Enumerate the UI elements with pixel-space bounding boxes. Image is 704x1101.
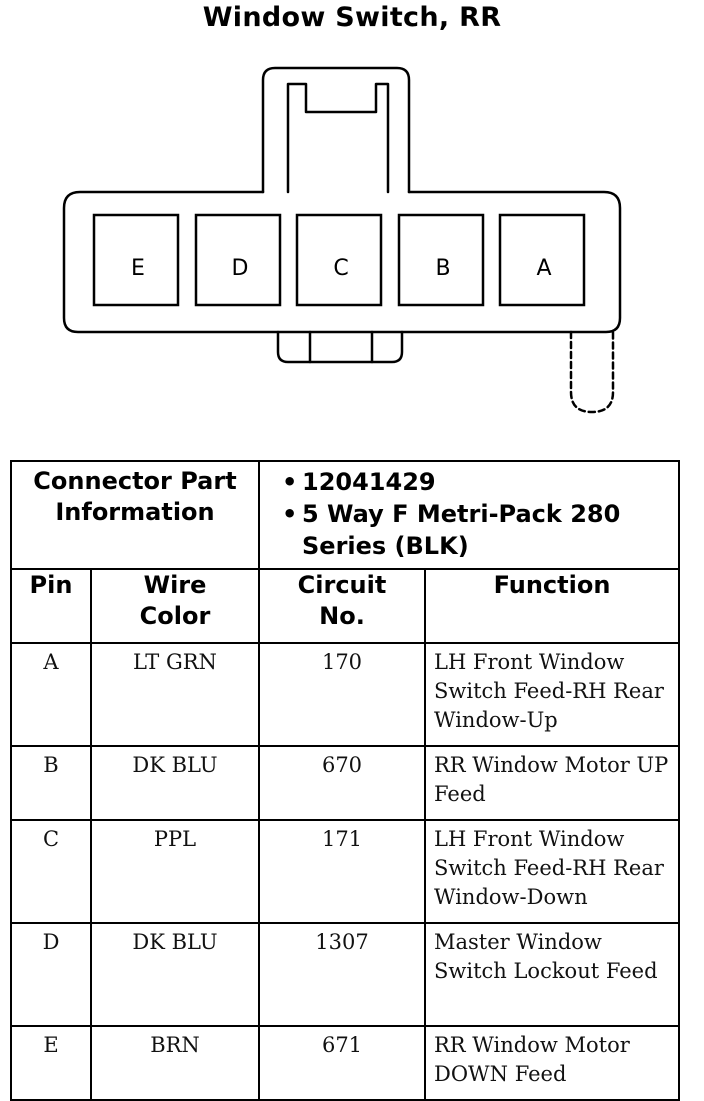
table-row [11, 746, 679, 820]
pin-cell: B [11, 746, 91, 820]
wire-color-cell: PPL [91, 820, 259, 923]
function-cell: Master Window Switch Lockout Feed [425, 923, 679, 1026]
circuit-cell: 170 [259, 643, 425, 746]
function-cell: RR Window Motor DOWN Feed [425, 1026, 679, 1100]
pin-cell: E [11, 1026, 91, 1100]
pin-label-a: A [536, 256, 552, 281]
part-info-values [259, 461, 679, 569]
pin-label-b: B [435, 256, 451, 281]
wire-color-cell: DK BLU [91, 746, 259, 820]
wire-color-cell: BRN [91, 1026, 259, 1100]
table-row [11, 1026, 679, 1100]
connector-diagram [0, 0, 704, 440]
circuit-cell: 171 [259, 820, 425, 923]
part-description: • 5 Way F Metri-Pack 280 Series (BLK) [282, 500, 621, 560]
part-info-label: Connector Part Information [11, 461, 259, 569]
wire-color-cell: DK BLU [91, 923, 259, 1026]
wire-color-cell: LT GRN [91, 643, 259, 746]
pin-cell: D [11, 923, 91, 1026]
circuit-cell: 1307 [259, 923, 425, 1026]
function-cell: LH Front Window Switch Feed-RH Rear Window-Down [425, 820, 679, 923]
part-info-row [11, 461, 679, 569]
table-row [11, 923, 679, 1026]
function-cell: RR Window Motor UP Feed [425, 746, 679, 820]
function-cell: LH Front Window Switch Feed-RH Rear Window-Up [425, 643, 679, 746]
table-row [11, 643, 679, 746]
part-number: • 12041429 [282, 468, 436, 496]
pin-cell: A [11, 643, 91, 746]
header-circuit: Circuit No. [259, 569, 425, 643]
page-title: Window Switch, RR [202, 2, 502, 33]
pin-label-c: C [333, 256, 349, 281]
pin-cell: C [11, 820, 91, 923]
header-wire-color: Wire Color [91, 569, 259, 643]
pin-label-e: E [131, 256, 145, 281]
header-pin: Pin [11, 569, 91, 643]
circuit-cell: 670 [259, 746, 425, 820]
pinout-table [10, 460, 680, 1101]
pin-label-d: D [231, 256, 249, 281]
table-row [11, 820, 679, 923]
header-function: Function [425, 569, 679, 643]
circuit-cell: 671 [259, 1026, 425, 1100]
header-row [11, 569, 679, 643]
